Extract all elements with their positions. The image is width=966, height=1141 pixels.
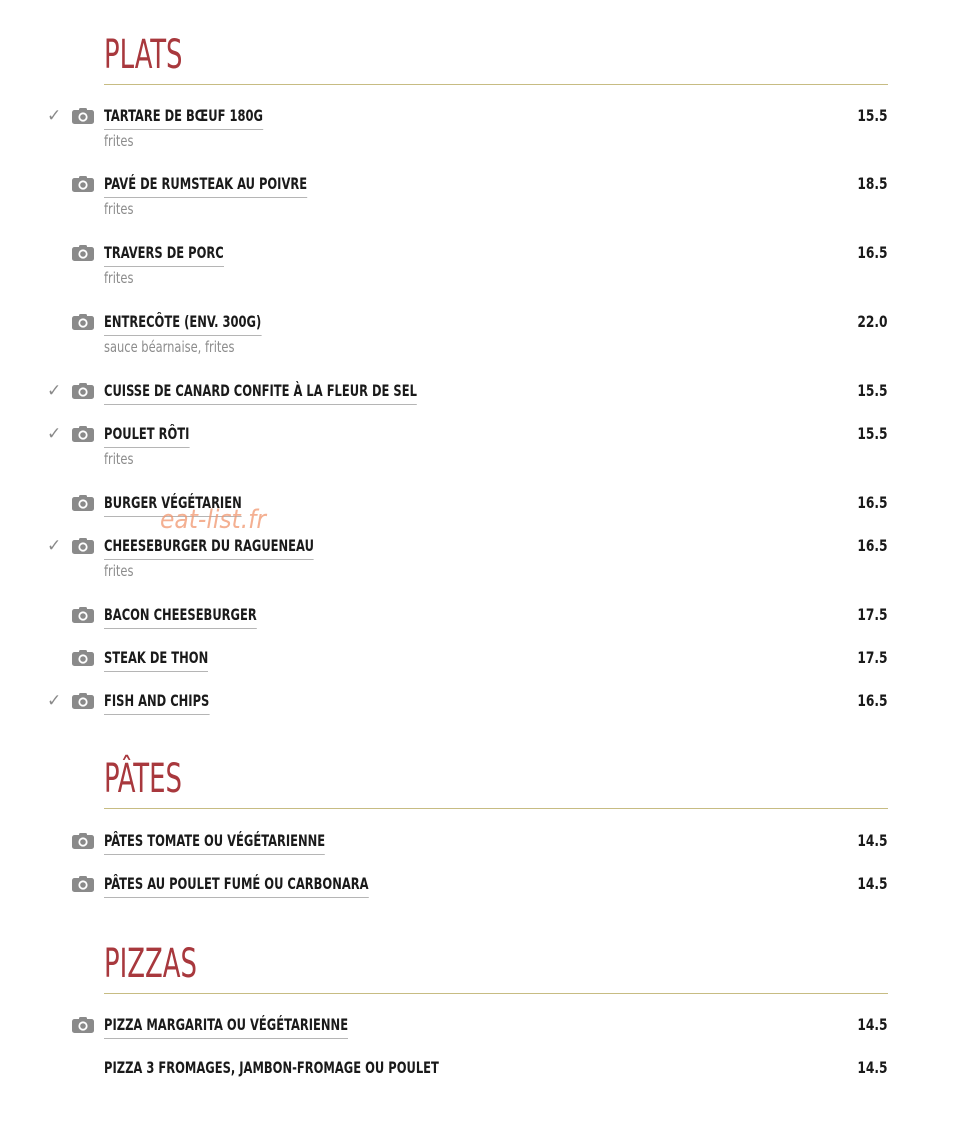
item-name-link[interactable]: TRAVERS DE PORC: [104, 242, 224, 267]
checkmark-icon: ✓: [47, 106, 62, 126]
item-price: 16.5: [857, 243, 888, 262]
menu-item[interactable]: [0, 242, 966, 287]
camera-icon[interactable]: [72, 650, 94, 666]
camera-icon[interactable]: [72, 495, 94, 511]
item-name-link[interactable]: PÂTES TOMATE OU VÉGÉTARIENNE: [104, 830, 325, 855]
item-name-link[interactable]: BACON CHEESEBURGER: [104, 604, 257, 629]
checkmark-icon: ✓: [47, 691, 62, 711]
camera-icon[interactable]: [72, 693, 94, 709]
menu-item[interactable]: [0, 647, 966, 687]
item-description: frites: [104, 132, 134, 150]
menu-item[interactable]: [0, 1014, 966, 1054]
section-title-pizzas: PIZZAS: [104, 941, 197, 987]
item-description: frites: [104, 200, 134, 218]
item-price: 14.5: [857, 874, 888, 893]
item-description: frites: [104, 450, 134, 468]
item-name-link[interactable]: CUISSE DE CANARD CONFITE À LA FLEUR DE SEL: [104, 380, 417, 405]
section-divider: [104, 993, 888, 994]
menu-item[interactable]: [0, 873, 966, 913]
watermark-text: eat-list.fr: [160, 505, 267, 535]
item-price: 15.5: [857, 381, 888, 400]
menu-item: [0, 1057, 966, 1097]
camera-icon[interactable]: [72, 876, 94, 892]
item-description: frites: [104, 269, 134, 287]
item-name-link[interactable]: ENTRECÔTE (ENV. 300G): [104, 311, 261, 336]
item-name-link[interactable]: FISH AND CHIPS: [104, 690, 209, 715]
item-price: 18.5: [857, 174, 888, 193]
item-price: 14.5: [857, 1015, 888, 1034]
item-name-link[interactable]: CHEESEBURGER DU RAGUENEAU: [104, 535, 314, 560]
item-price: 14.5: [857, 1058, 888, 1077]
camera-icon[interactable]: [72, 176, 94, 192]
item-price: 15.5: [857, 106, 888, 125]
menu-item[interactable]: [0, 492, 966, 532]
item-price: 17.5: [857, 605, 888, 624]
item-name-link[interactable]: PIZZA MARGARITA OU VÉGÉTARIENNE: [104, 1014, 348, 1039]
item-price: 17.5: [857, 648, 888, 667]
menu-item[interactable]: [0, 380, 966, 420]
camera-icon[interactable]: [72, 426, 94, 442]
item-price: 22.0: [857, 312, 888, 331]
checkmark-icon: ✓: [47, 381, 62, 401]
checkmark-icon: ✓: [47, 536, 62, 556]
camera-icon[interactable]: [72, 538, 94, 554]
item-name-link[interactable]: TARTARE DE BŒUF 180G: [104, 105, 263, 130]
camera-icon[interactable]: [72, 1017, 94, 1033]
item-description: sauce béarnaise, frites: [104, 338, 235, 356]
item-name: PIZZA 3 FROMAGES, JAMBON-FROMAGE OU POULET: [104, 1058, 439, 1077]
camera-icon[interactable]: [72, 314, 94, 330]
menu-item[interactable]: [0, 173, 966, 218]
item-name-link[interactable]: PÂTES AU POULET FUMÉ OU CARBONARA: [104, 873, 369, 898]
menu-item[interactable]: [0, 690, 966, 730]
camera-icon[interactable]: [72, 108, 94, 124]
section-title-pates: PÂTES: [104, 756, 182, 802]
section-divider: [104, 808, 888, 809]
item-price: 16.5: [857, 493, 888, 512]
camera-icon[interactable]: [72, 245, 94, 261]
item-price: 15.5: [857, 424, 888, 443]
menu-item[interactable]: [0, 604, 966, 644]
menu-item[interactable]: [0, 105, 966, 150]
menu-item[interactable]: [0, 423, 966, 468]
checkmark-icon: ✓: [47, 424, 62, 444]
section-divider: [104, 84, 888, 85]
item-name-link[interactable]: STEAK DE THON: [104, 647, 208, 672]
menu-item[interactable]: [0, 830, 966, 870]
item-price: 16.5: [857, 691, 888, 710]
menu-item[interactable]: [0, 311, 966, 356]
item-name-link[interactable]: POULET RÔTI: [104, 423, 189, 448]
item-name-link[interactable]: PAVÉ DE RUMSTEAK AU POIVRE: [104, 173, 307, 198]
menu-item[interactable]: [0, 535, 966, 580]
camera-icon[interactable]: [72, 833, 94, 849]
item-price: 14.5: [857, 831, 888, 850]
item-description: frites: [104, 562, 134, 580]
item-name-link[interactable]: BURGER VÉGÉTARIEN: [104, 492, 242, 517]
section-title-plats: PLATS: [104, 32, 183, 78]
camera-icon[interactable]: [72, 383, 94, 399]
item-price: 16.5: [857, 536, 888, 555]
camera-icon[interactable]: [72, 607, 94, 623]
